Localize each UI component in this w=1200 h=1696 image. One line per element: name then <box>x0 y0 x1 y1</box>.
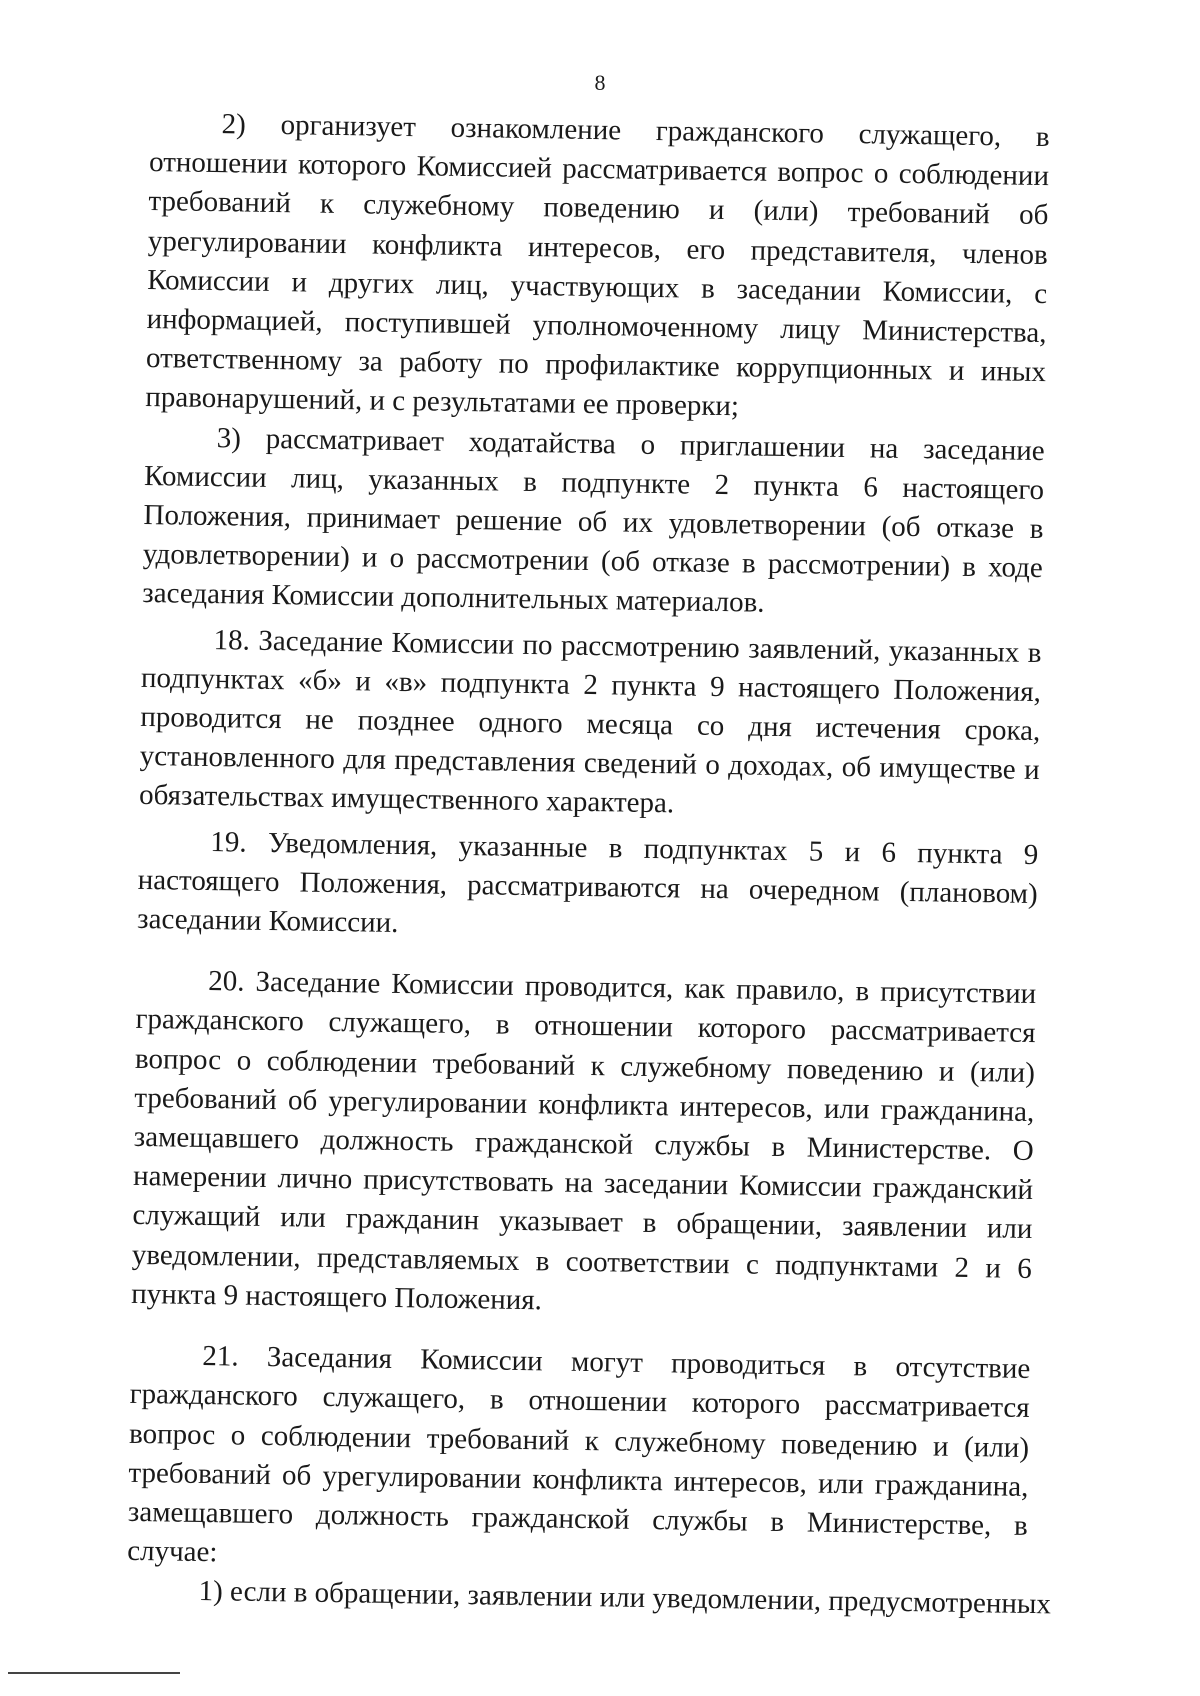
paragraph-clause-18: 18. Заседание Комиссии по рассмотрению заявлений, указанных в подпунктах «б» и «в» подпункта 2 пункта 9 настоящего Положения, проводится не позднее одного месяца со дня истечения срока, установленного для представления сведений о доходах, об имуществе и обязательствах имущественного характера. <box>138 623 1042 820</box>
paragraph-clause-19: 19. Уведомления, указанные в подпунктах 5 и 6 пункта 9 настоящего Положения, рассматриваются на очередном (плановом) заседании Комиссии. <box>136 825 1039 940</box>
paragraph-clause-20: 20. Заседание Комиссии проводится, как правило, в присутствии гражданского служащего, в отношении которого рассматривается вопрос о соблюдении требований к служебному поведению и (или) требований об урегулировании конфликта интересов, или гражданина, замещавшего должность гражданской службы в Министерстве. О намерении лично присутствовать на заседании Комиссии гражданский служащий или гражданин указывает в обращении, заявлении или уведомлении, представляемых в соответствии с подпунктами 2 и 6 пункта 9 настоящего Положения. <box>131 965 1037 1317</box>
paragraph-item-3-petitions: 3) рассматривает ходатайства о приглашении на заседание Комиссии лиц, указанных в подпункте 2 пункта 6 настоящего Положения, принимает решение об их удовлетворении (об отказе в удовлетворении) и о рассмотрении (об отказе в рассмотрении) в ходе заседания Комиссии дополнительных материалов. <box>142 421 1045 620</box>
footer-divider-line <box>8 1672 180 1674</box>
paragraph-subitem-1-continued: 1) если в обращении, заявлении или уведомлении, предусмотренных <box>198 1575 1052 1621</box>
paragraph-item-2-acquaintance: 2) организует ознакомление гражданского служащего, в отношении которого Комиссией рассматривается вопрос о соблюдении требований к служебному поведению и (или) требований об урегулировании конфликта интересов, его представителя, членов Комиссии и других лиц, участвующих в заседании Комиссии, с информацией, поступившей уполномоченному лицу Министерства, ответственному за работу по профилактике коррупционных и иных правонарушений, и с результатами ее проверки; <box>145 108 1050 423</box>
document-body <box>126 104 1050 1624</box>
page-number: 8 <box>594 70 606 95</box>
paragraph-clause-21: 21. Заседания Комиссии могут проводиться в отсутствие гражданского служащего, в отношении которого рассматривается вопрос о соблюдении требований к служебному поведению и (или) требований об урегулировании конфликта интересов, или гражданина, замещавшего должность гражданской службы в Министерстве, в случае: <box>127 1340 1031 1569</box>
